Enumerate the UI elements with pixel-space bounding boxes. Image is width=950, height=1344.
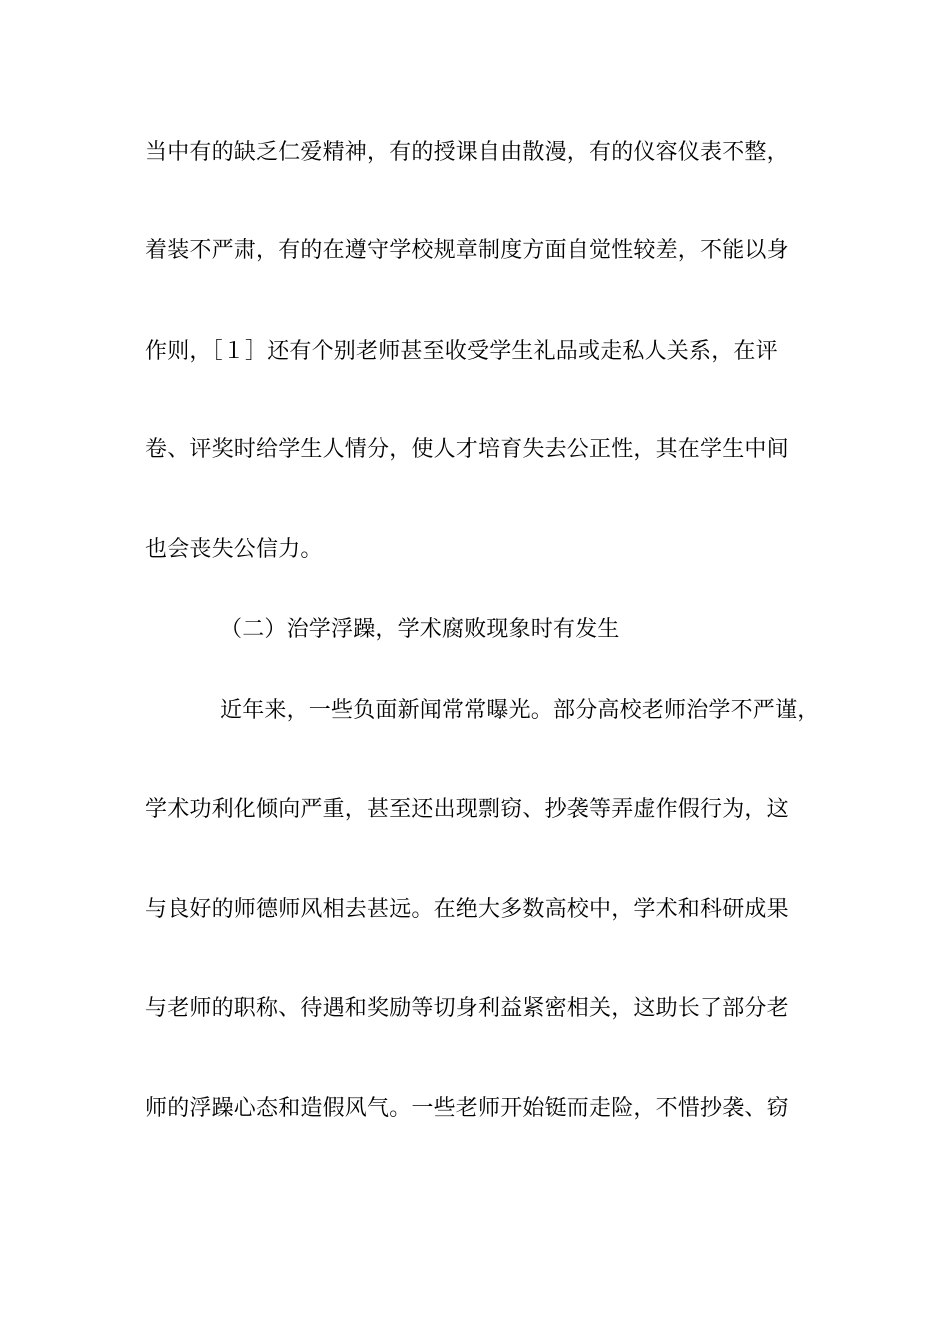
body-line-7: 学术功利化倾向严重，甚至还出现剽窃、抄袭等弄虚作假行为，这 <box>145 797 789 822</box>
body-line-4: 卷、评奖时给学生人情分，使人才培育失去公正性，其在学生中间 <box>145 437 789 462</box>
body-line-8: 与良好的师德师风相去甚远。在绝大多数高校中，学术和科研成果 <box>145 897 789 922</box>
body-line-1: 当中有的缺乏仁爱精神，有的授课自由散漫，有的仪容仪表不整， <box>145 140 789 165</box>
body-line-2: 着装不严肃，有的在遵守学校规章制度方面自觉性较差，不能以身 <box>145 238 789 263</box>
body-line-9: 与老师的职称、待遇和奖励等切身利益紧密相关，这助长了部分老 <box>145 996 789 1021</box>
body-line-10: 师的浮躁心态和造假风气。一些老师开始铤而走险，不惜抄袭、窃 <box>145 1096 789 1121</box>
body-line-5: 也会丧失公信力。 <box>145 537 323 562</box>
section-heading: （二）治学浮躁，学术腐败现象时有发生 <box>220 617 620 642</box>
body-line-3: 作则，［１］还有个别老师甚至收受学生礼品或走私人关系，在评 <box>145 339 778 364</box>
paragraph-first-line: 近年来，一些负面新闻常常曝光。部分高校老师治学不严谨， <box>220 698 820 723</box>
